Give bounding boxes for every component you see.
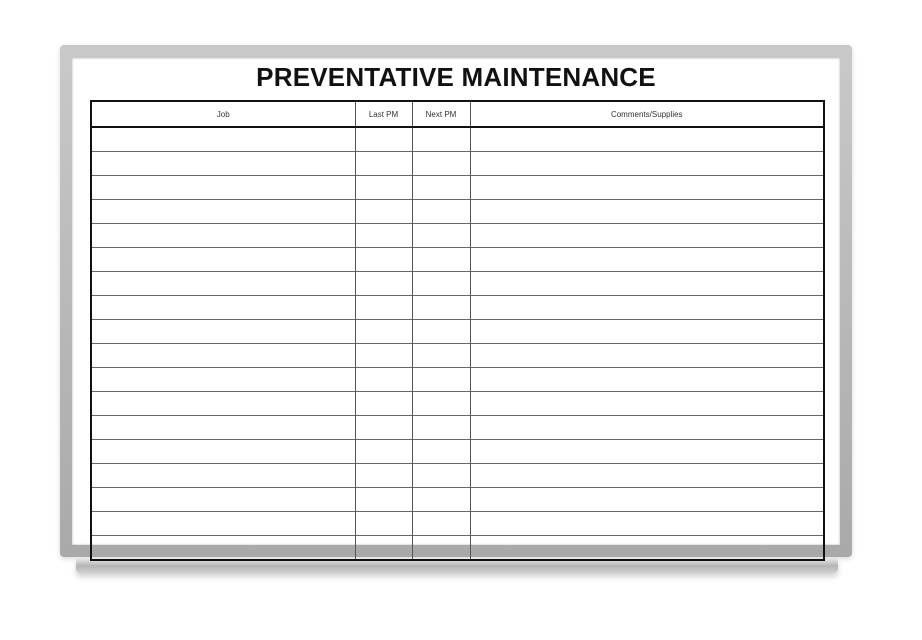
table-row	[91, 440, 824, 464]
table-row	[91, 464, 824, 488]
table-cell	[470, 416, 824, 440]
table-cell	[470, 392, 824, 416]
table-cell	[91, 488, 355, 512]
table-cell	[355, 344, 412, 368]
column-header-job: Job	[91, 101, 355, 127]
table-row	[91, 152, 824, 176]
table-cell	[355, 512, 412, 536]
table-cell	[412, 224, 470, 248]
table-cell	[91, 536, 355, 561]
table-cell	[91, 248, 355, 272]
table-row	[91, 392, 824, 416]
table-cell	[355, 248, 412, 272]
table-cell	[91, 176, 355, 200]
table-row	[91, 272, 824, 296]
table-cell	[470, 320, 824, 344]
board-title: PREVENTATIVE MAINTENANCE	[256, 62, 656, 92]
table-cell	[470, 224, 824, 248]
table-cell	[91, 224, 355, 248]
table-cell	[91, 368, 355, 392]
table-cell	[91, 464, 355, 488]
table-cell	[470, 176, 824, 200]
table-cell	[412, 152, 470, 176]
table-cell	[355, 464, 412, 488]
table-cell	[355, 488, 412, 512]
table-cell	[355, 296, 412, 320]
table-cell	[412, 416, 470, 440]
table-cell	[412, 344, 470, 368]
table-cell	[412, 272, 470, 296]
table-cell	[470, 272, 824, 296]
table-cell	[355, 416, 412, 440]
table-cell	[412, 440, 470, 464]
table-cell	[412, 127, 470, 152]
table-cell	[91, 512, 355, 536]
table-row	[91, 512, 824, 536]
table-row	[91, 224, 824, 248]
table-row	[91, 488, 824, 512]
table-cell	[470, 127, 824, 152]
table-cell	[412, 296, 470, 320]
table-row	[91, 416, 824, 440]
table-cell	[91, 392, 355, 416]
table-cell	[470, 296, 824, 320]
table-cell	[470, 248, 824, 272]
table-cell	[91, 440, 355, 464]
table-row	[91, 344, 824, 368]
table-cell	[355, 127, 412, 152]
table-row	[91, 536, 824, 561]
table-cell	[470, 368, 824, 392]
table-cell	[412, 464, 470, 488]
table-cell	[355, 272, 412, 296]
table-cell	[91, 152, 355, 176]
table-cell	[91, 296, 355, 320]
table-row	[91, 296, 824, 320]
column-header-next-pm: Next PM	[412, 101, 470, 127]
table-cell	[91, 127, 355, 152]
table-cell	[470, 200, 824, 224]
table-cell	[412, 512, 470, 536]
marker-tray	[76, 559, 838, 573]
table-row	[91, 248, 824, 272]
maintenance-grid	[90, 100, 825, 561]
table-cell	[91, 344, 355, 368]
table-cell	[412, 368, 470, 392]
table-cell	[91, 320, 355, 344]
table-row	[91, 127, 824, 152]
table-cell	[470, 152, 824, 176]
table-cell	[470, 512, 824, 536]
table-cell	[355, 176, 412, 200]
table-cell	[470, 464, 824, 488]
table-cell	[470, 344, 824, 368]
table-cell	[412, 200, 470, 224]
table-cell	[355, 536, 412, 561]
column-header-comments: Comments/Supplies	[470, 101, 824, 127]
table-cell	[470, 488, 824, 512]
table-cell	[355, 368, 412, 392]
table-cell	[355, 440, 412, 464]
table-cell	[355, 320, 412, 344]
table-cell	[412, 248, 470, 272]
table-cell	[355, 152, 412, 176]
table-cell	[412, 320, 470, 344]
column-header-last-pm: Last PM	[355, 101, 412, 127]
table-cell	[412, 536, 470, 561]
table-cell	[412, 488, 470, 512]
table-row	[91, 200, 824, 224]
table-cell	[412, 176, 470, 200]
table-row	[91, 320, 824, 344]
table-cell	[412, 392, 470, 416]
table-cell	[470, 536, 824, 561]
table-cell	[91, 200, 355, 224]
table-cell	[355, 224, 412, 248]
table-cell	[355, 392, 412, 416]
table-cell	[91, 272, 355, 296]
table-row	[91, 368, 824, 392]
table-cell	[91, 416, 355, 440]
table-row	[91, 176, 824, 200]
table-cell	[470, 440, 824, 464]
table-cell	[355, 200, 412, 224]
